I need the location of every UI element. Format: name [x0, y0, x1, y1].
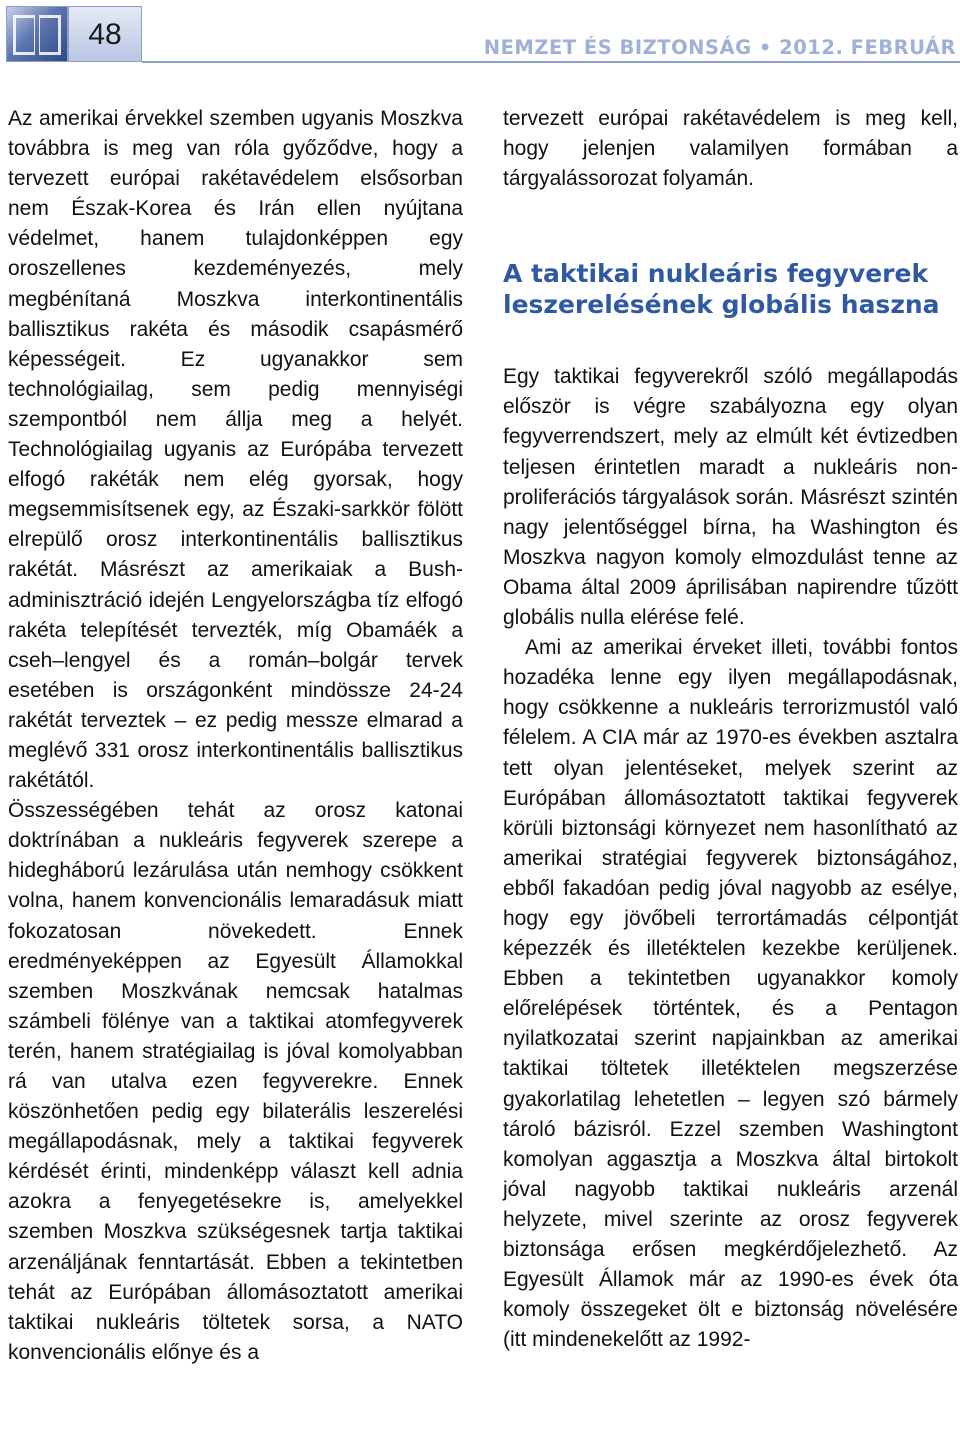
- header-rule: [142, 61, 960, 63]
- page-header: [0, 0, 960, 70]
- logo-mark-right: [39, 15, 61, 55]
- left-paragraph-2: Összességében tehát az orosz katonai doktrínában a nukleáris fegyverek szerepe a hidegháború lezárulása után nemhogy csökkent volna, hanem konvencionális lemaradásuk miatt fokozatosan növekedett. Ennek eredményeképpen az Egyesült Államokkal szemben Moszkvának nemcsak hatalmas számbeli fölénye van a taktikai atomfegyverek terén, hanem stratégiailag is jóval komolyabban rá van utalva ezen fegyverekre. Ennek köszönhetően pedig egy bilaterális leszerelési megállapodásnak, mely a taktikai fegyverek kérdését érinti, mindenképp választ kell adnia azokra a fenyegetésekre is, amelyekkel szemben Moszkva szükségesnek tartja taktikai arzenáljának fenntartását. Ebben a tekintetben tehát az Európában állomásoztatott amerikai taktikai nukleáris töltetek sorsa, a NATO konvencionális előnye és a: [8, 799, 463, 1364]
- right-paragraph-2: Egy taktikai fegyverekről szóló megállapodás először is végre szabályozna egy olyan fegyverrendszert, mely az elmúlt két évtizedben teljesen érintetlen maradt a nukleáris non-proliferációs tárgyalások során. Másrészt szintén nagy jelentőséggel bírna, ha Washington és Moszkva nagyon komoly elmozdulást tenne az Obama által 2009 áprilisában napirendre tűzött globális nulla elérése felé.: [503, 365, 958, 630]
- running-title: NEMZET ÉS BIZTONSÁG • 2012. FEBRUÁR: [483, 36, 956, 59]
- page-number: 48: [68, 6, 142, 62]
- left-column: [8, 104, 463, 1368]
- section-heading: A taktikai nukleáris fegyverek leszerelésének globális haszna: [503, 259, 940, 320]
- right-paragraph-3: Ami az amerikai érveket illeti, további fontos hozadéka lenne egy ilyen megállapodásnak, hogy csökkenne a nukleáris terrorizmustól való félelem. A CIA már az 1970-es években asztalra tett olyan jelentéseket, melyek szerint az Európában állomásoztatott taktikai fegyverek körüli biztonsági környezet nem hasonlítható az amerikai stratégiai fegyverek biztonságához, ebből fakadóan pedig jóval nagyobb az esélye, hogy egy jövőbeli terrortámadás célpontját képezzék és illetéktelen kezekbe kerüljenek. Ebben a tekintetben ugyanakkor komoly előrelépések történtek, és a Pentagon nyilatkozatai szerint napjainkban az amerikai taktikai töltetek illetéktelen megszerzése gyakorlatilag lehetetlen – legyen szó bármely tároló bázisról. Ezzel szemben Washingtont komolyan aggasztja a Moszkva által birtokolt jóval nagyobb taktikai nukleáris arzenál helyzete, mivel szerinte az orosz fegyverek biztonsága erősen megkérdőjelezhető. Az Egyesült Államok már az 1990-es évek óta komoly összegeket ölt e biztonság növelésére (itt mindenekelőtt az 1992-: [503, 636, 958, 1352]
- right-column: [503, 104, 958, 1355]
- right-paragraph-1: tervezett európai rakétavédelem is meg kell, hogy jelenjen valamilyen formában a tárgyalássorozat folyamán.: [503, 107, 958, 191]
- logo-mark-left: [13, 15, 35, 55]
- publication-logo-icon: [6, 6, 68, 62]
- left-paragraph-1: Az amerikai érvekkel szemben ugyanis Moszkva továbbra is meg van róla győződve, hogy a tervezett európai rakétavédelem elsősorban nem Észak-Korea és Irán ellen nyújtana védelmet, hanem tulajdonképpen egy oroszellenes kezdeményezés, mely megbénítaná Moszkva interkontinentális ballisztikus rakéta és második csapásmérő képességeit. Ez ugyanakkor sem technológiailag, sem pedig mennyiségi szempontból nem állja meg a helyét. Technológiailag ugyanis az Európába tervezett elfogó rakéták nem elég gyorsak, hogy megsemmisítsenek egy, az Északi-sarkkör fölött elrepülő orosz interkontinentális ballisztikus rakétát. Másrészt az amerikaiak a Bush-adminisztráció idején Lengyelországba tíz elfogó rakéta telepítését tervezték, míg Obamáék a cseh–lengyel és a román–bolgár tervek esetében is országonként mindössze 24-24 rakétát terveztek – ez pedig messze elmarad a meglévő 331 orosz interkontinentális ballisztikus rakétától.: [8, 107, 463, 793]
